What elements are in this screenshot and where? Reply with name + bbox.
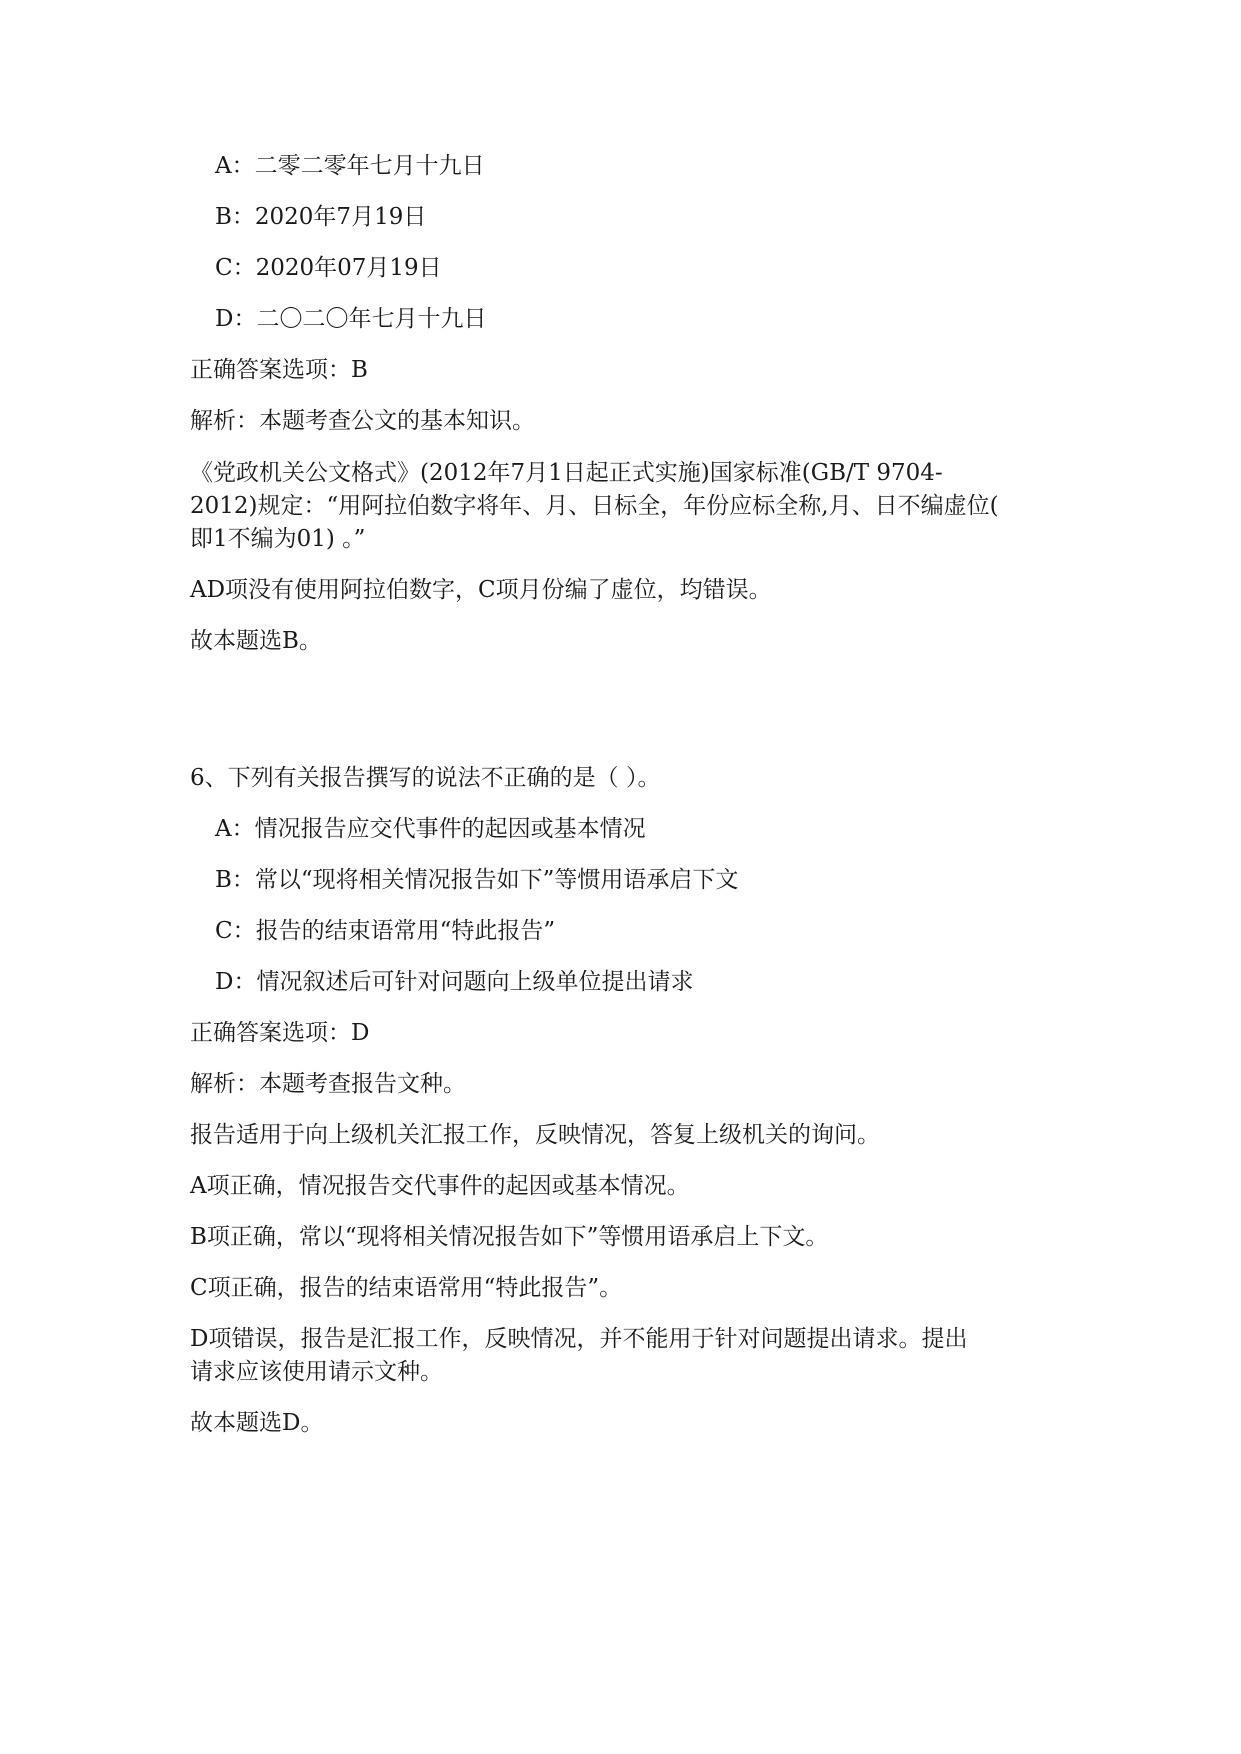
q6-option-a: A：情况报告应交代事件的起因或基本情况 [215, 816, 646, 842]
q5-analysis-line-2: 2012)规定：“用阿拉伯数字将年、月、日标全，年份应标全称,月、日不编虚位( [190, 493, 999, 519]
q6-d-explanation-line-2: 请求应该使用请示文种。 [190, 1359, 443, 1385]
q5-analysis-line-3: 即1不编为01) 。” [190, 526, 366, 552]
q5-analysis-line-1: 《党政机关公文格式》(2012年7月1日起正式实施)国家标准(GB/T 9704- [190, 460, 943, 486]
q6-analysis-line-2: A项正确，情况报告交代事件的起因或基本情况。 [190, 1173, 690, 1199]
q6-question: 6、下列有关报告撰写的说法不正确的是（ ）。 [190, 765, 661, 791]
q5-option-a: A：二零二零年七月十九日 [215, 153, 485, 179]
q6-conclusion: 故本题选D。 [190, 1410, 324, 1436]
q6-option-d: D：情况叙述后可针对问题向上级单位提出请求 [215, 969, 694, 995]
q6-correct-answer: 正确答案选项：D [190, 1020, 370, 1046]
q6-analysis-line-1: 报告适用于向上级机关汇报工作，反映情况，答复上级机关的询问。 [190, 1122, 880, 1148]
q5-option-b: B：2020年7月19日 [215, 204, 427, 230]
q5-correct-answer: 正确答案选项：B [190, 357, 368, 383]
q6-analysis-line-3: B项正确，常以“现将相关情况报告如下”等惯用语承启上下文。 [190, 1224, 829, 1250]
q6-option-c: C：报告的结束语常用“特此报告” [215, 918, 556, 944]
q5-conclusion: 故本题选B。 [190, 628, 322, 654]
q5-analysis-title: 解析：本题考查公文的基本知识。 [190, 408, 535, 434]
q6-analysis-line-4: C项正确，报告的结束语常用“特此报告”。 [190, 1275, 623, 1301]
q6-analysis-title: 解析：本题考查报告文种。 [190, 1071, 466, 1097]
q5-option-d: D：二〇二〇年七月十九日 [215, 306, 487, 332]
q6-d-explanation-line-1: D项错误，报告是汇报工作，反映情况，并不能用于针对问题提出请求。提出 [190, 1326, 968, 1352]
q5-option-c: C：2020年07月19日 [215, 255, 442, 281]
q5-explanation: AD项没有使用阿拉伯数字，C项月份编了虚位，均错误。 [190, 577, 772, 603]
q6-option-b: B：常以“现将相关情况报告如下”等惯用语承启下文 [215, 867, 739, 893]
